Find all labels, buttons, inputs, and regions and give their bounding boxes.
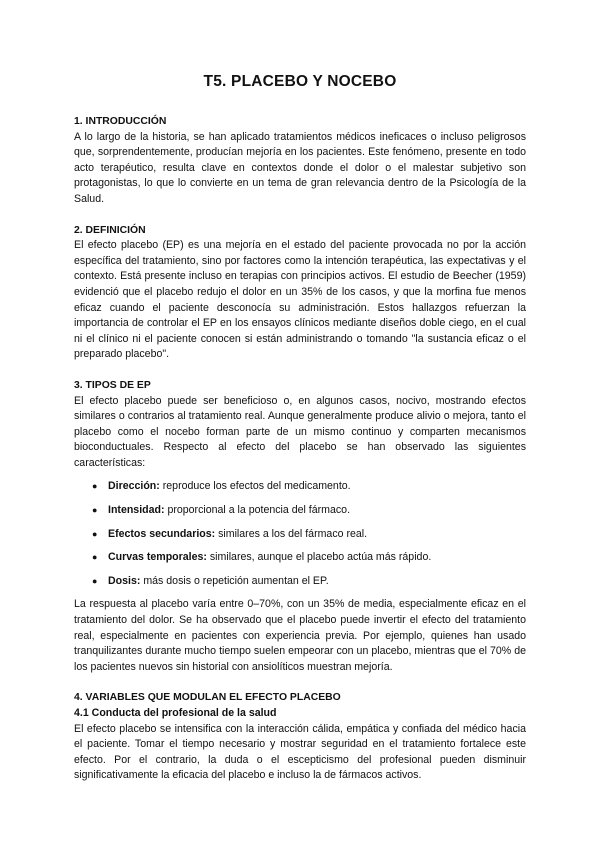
section-variables [74,690,526,784]
list-item [92,479,526,495]
list-item [92,574,526,590]
section-subheading: 4.1 Conducta del profesional de la salud [74,707,277,719]
list-item-term: Dosis: [108,574,141,587]
characteristics-list [74,479,526,589]
section-tipos [74,378,526,676]
list-item [92,550,526,566]
section-paragraph: El efecto placebo (EP) es una mejoría en el estado del paciente provocada no por la acción específica del tratamiento, sino por factores como la intención terapéutica, las expectativas y el contexto. Está presente incluso en terapias con principios activos. El estudio de Beecher (1959) evidenció que el placebo redujo el dolor en un 35% de los casos, y que la morfina fue menos eficaz cuando el paciente desconocía su administración. Estos hallazgos refuerzan la importancia de controlar el EP en los ensayos clínicos mediante diseños doble ciego, en el cual ni el clínico ni el paciente conocen si están administrando o tomando "la sustancia eficaz o el preparado placebo". [74,239,526,361]
section-paragraph: El efecto placebo se intensifica con la interacción cálida, empática y confiada del médico hacia el paciente. Tomar el tiempo necesario y mostrar seguridad en el tratamiento fortalece este efecto. Por el contrario, la duda o el escepticismo del profesional pueden disminuir significativamente la eficacia del placebo e incluso la de fármacos activos. [74,722,526,782]
bullet-icon: ● [92,575,98,586]
section-closing-paragraph: La respuesta al placebo varía entre 0–70%, con un 35% de media, especialmente eficaz en el tratamiento del dolor. Se ha observado que el placebo puede invertir el efecto del tratamiento real, especialmente en pacientes con experiencia previa. Por ejemplo, quienes han usado tranquilizantes durante mucho tiempo suelen empeorar con un placebo, mientras que el 70% de los pacientes nuevos sin historial con ansiolíticos muestran mejoría. [74,598,526,673]
section-definicion [74,223,526,363]
list-item-term: Intensidad: [108,504,165,517]
list-item-term: Curvas temporales: [108,551,207,564]
bullet-icon: ● [92,528,98,539]
section-paragraph: A lo largo de la historia, se han aplicado tratamientos médicos ineficaces o incluso peligrosos que, sorprendentemente, producían mejoría en los pacientes. Este fenómeno, presente en todo acto terapéutico, resulta clave en contextos donde el dolor o el malestar subjetivo son protagonistas, lo que lo convierte en un tema de gran relevancia dentro de la Psicología de la Salud. [74,130,526,205]
list-item-text: similares, aunque el placebo actúa más rápido. [206,551,432,564]
list-item-text: más dosis o repetición aumentan el EP. [140,574,329,587]
list-item-term: Dirección: [108,480,160,493]
bullet-icon: ● [92,552,98,563]
list-item-text: proporcional a la potencia del fármaco. [164,504,351,517]
section-introduccion [74,114,526,208]
list-item-term: Efectos secundarios: [108,527,216,540]
list-item-text: reproduce los efectos del medicamento. [159,480,351,493]
section-heading: 4. VARIABLES QUE MODULAN EL EFECTO PLACEBO [74,692,341,704]
bullet-icon: ● [92,505,98,516]
section-heading: 2. DEFINICIÓN [74,224,146,236]
list-item [92,503,526,519]
list-item [92,527,526,543]
section-heading: 1. INTRODUCCIÓN [74,116,167,127]
spacer [74,675,526,690]
section-paragraph: El efecto placebo puede ser beneficioso o, en algunos casos, nocivo, mostrando efectos similares o contrarios al tratamiento real. Aunque generalmente produce alivio o mejora, tanto el placebo como el nocebo forman parte de un mismo continuo y comparten mecanismos bioconductuales. Respecto al efecto del placebo se han observado las siguientes características: [74,394,526,469]
list-item-text: similares a los del fármaco real. [215,527,368,540]
document-title: T5. PLACEBO Y NOCEBO [203,73,397,90]
spacer [74,363,526,378]
section-heading: 3. TIPOS DE EP [74,379,151,391]
bullet-icon: ● [92,481,98,492]
spacer [74,208,526,223]
